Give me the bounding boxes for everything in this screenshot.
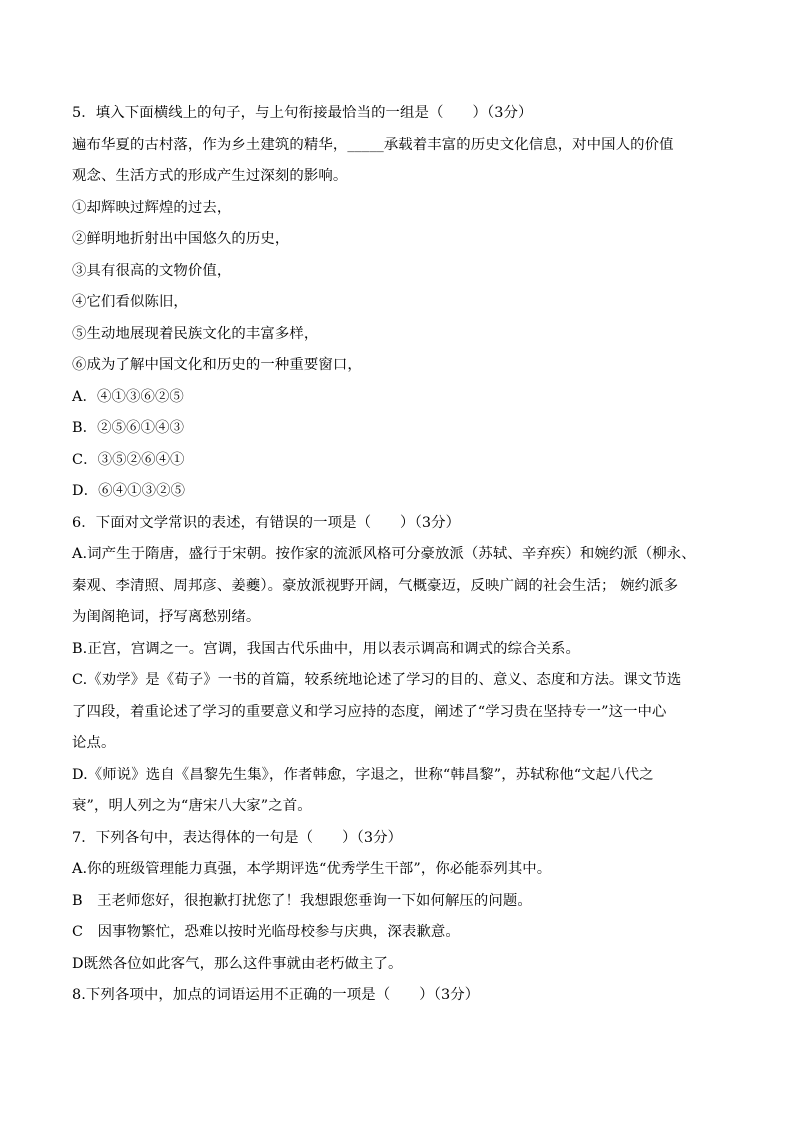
question-7-option-d: D既然各位如此客气，那么这件事就由老朽做主了。 <box>72 955 403 972</box>
question-8-stem: 8.下列各项中，加点的词语运用不正确的一项是（ ）（3分） <box>72 987 480 1003</box>
question-7-option-a: A.你的班级管理能力真强，本学期评选“优秀学生干部”，你必能忝列其中。 <box>72 861 552 877</box>
question-6-option-a-line-2: 秦观、李清照、周邦彦、姜夔）。豪放派视野开阔，气概豪迈，反映广阔的社会生活； 婉约派多 <box>72 577 679 594</box>
document-page <box>72 98 732 1012</box>
question-6-option-a-line-3: 为闺阁艳词，抒写离愁别绪。 <box>72 609 261 625</box>
question-6-stem: 6．下面对文学常识的表述，有错误的一项是（ ）（3分） <box>72 514 461 531</box>
question-6-option-a-line-1: A.词产生于隋唐，盛行于宋朝。按作家的流派风格可分豪放派（苏轼、辛弃疾）和婉约派（柳永、 <box>72 546 696 562</box>
question-6-option-c-line-2: 了四段，着重论述了学习的重要意义和学习应持的态度，阐述了“学习贵在坚持专一”这一中心 <box>72 703 667 720</box>
question-7-stem: 7．下列各句中，表达得体的一句是（ ）（3分） <box>72 829 403 846</box>
question-7-option-c: C 因事物繁忙，恐难以按时光临母校参与庆典，深表歉意。 <box>72 924 460 940</box>
question-6-option-c-line-1: C.《劝学》是《荀子》一书的首篇，较系统地论述了学习的目的、意义、态度和方法。课文节选 <box>72 672 682 688</box>
question-5-passage-line-2: 观念、生活方式的形成产生过深刻的影响。 <box>72 168 348 184</box>
question-5-item-3: ③具有很高的文物价值， <box>72 262 232 279</box>
question-5-item-2: ②鲜明地折射出中国悠久的历史， <box>72 231 290 247</box>
question-5-item-6: ⑥成为了解中国文化和历史的一种重要窗口， <box>72 357 362 373</box>
question-5-option-c: C．③⑤②⑥④① <box>72 451 185 468</box>
question-5-passage-line-1: 遍布华夏的古村落，作为乡土建筑的精华，_____承载着丰富的历史文化信息，对中国人的价值 <box>72 136 674 153</box>
question-5-option-a: A．④①③⑥②⑤ <box>72 388 184 405</box>
question-6-option-d-line-2: 衰”，明人列之为“唐宋八大家”之首。 <box>72 798 312 814</box>
question-5-item-4: ④它们看似陈旧， <box>72 294 188 310</box>
question-7-option-b: B 王老师您好，很抱歉打扰您了！我想跟您垂询一下如何解压的问题。 <box>72 892 532 909</box>
question-6-option-d-line-1: D.《师说》选自《昌黎先生集》，作者韩愈，字退之，世称“韩昌黎”，苏轼称他“文起八代之 <box>72 766 654 783</box>
question-5-stem: 5．填入下面横线上的句子，与上句衔接最恰当的一组是（ ）（3分） <box>72 105 533 121</box>
question-5-item-1: ①却辉映过辉煌的过去， <box>72 199 232 216</box>
question-5-option-d: D．⑥④①③②⑤ <box>72 483 186 499</box>
question-6-option-b: B.正宫，宫调之一。宫调，我国古代乐曲中，用以表示调高和调式的综合关系。 <box>72 640 581 657</box>
question-5-option-b: B．②⑤⑥①④③ <box>72 420 185 436</box>
question-5-item-5: ⑤生动地展现着民族文化的丰富多样， <box>72 325 319 342</box>
question-6-option-c-line-3: 论点。 <box>72 735 116 751</box>
